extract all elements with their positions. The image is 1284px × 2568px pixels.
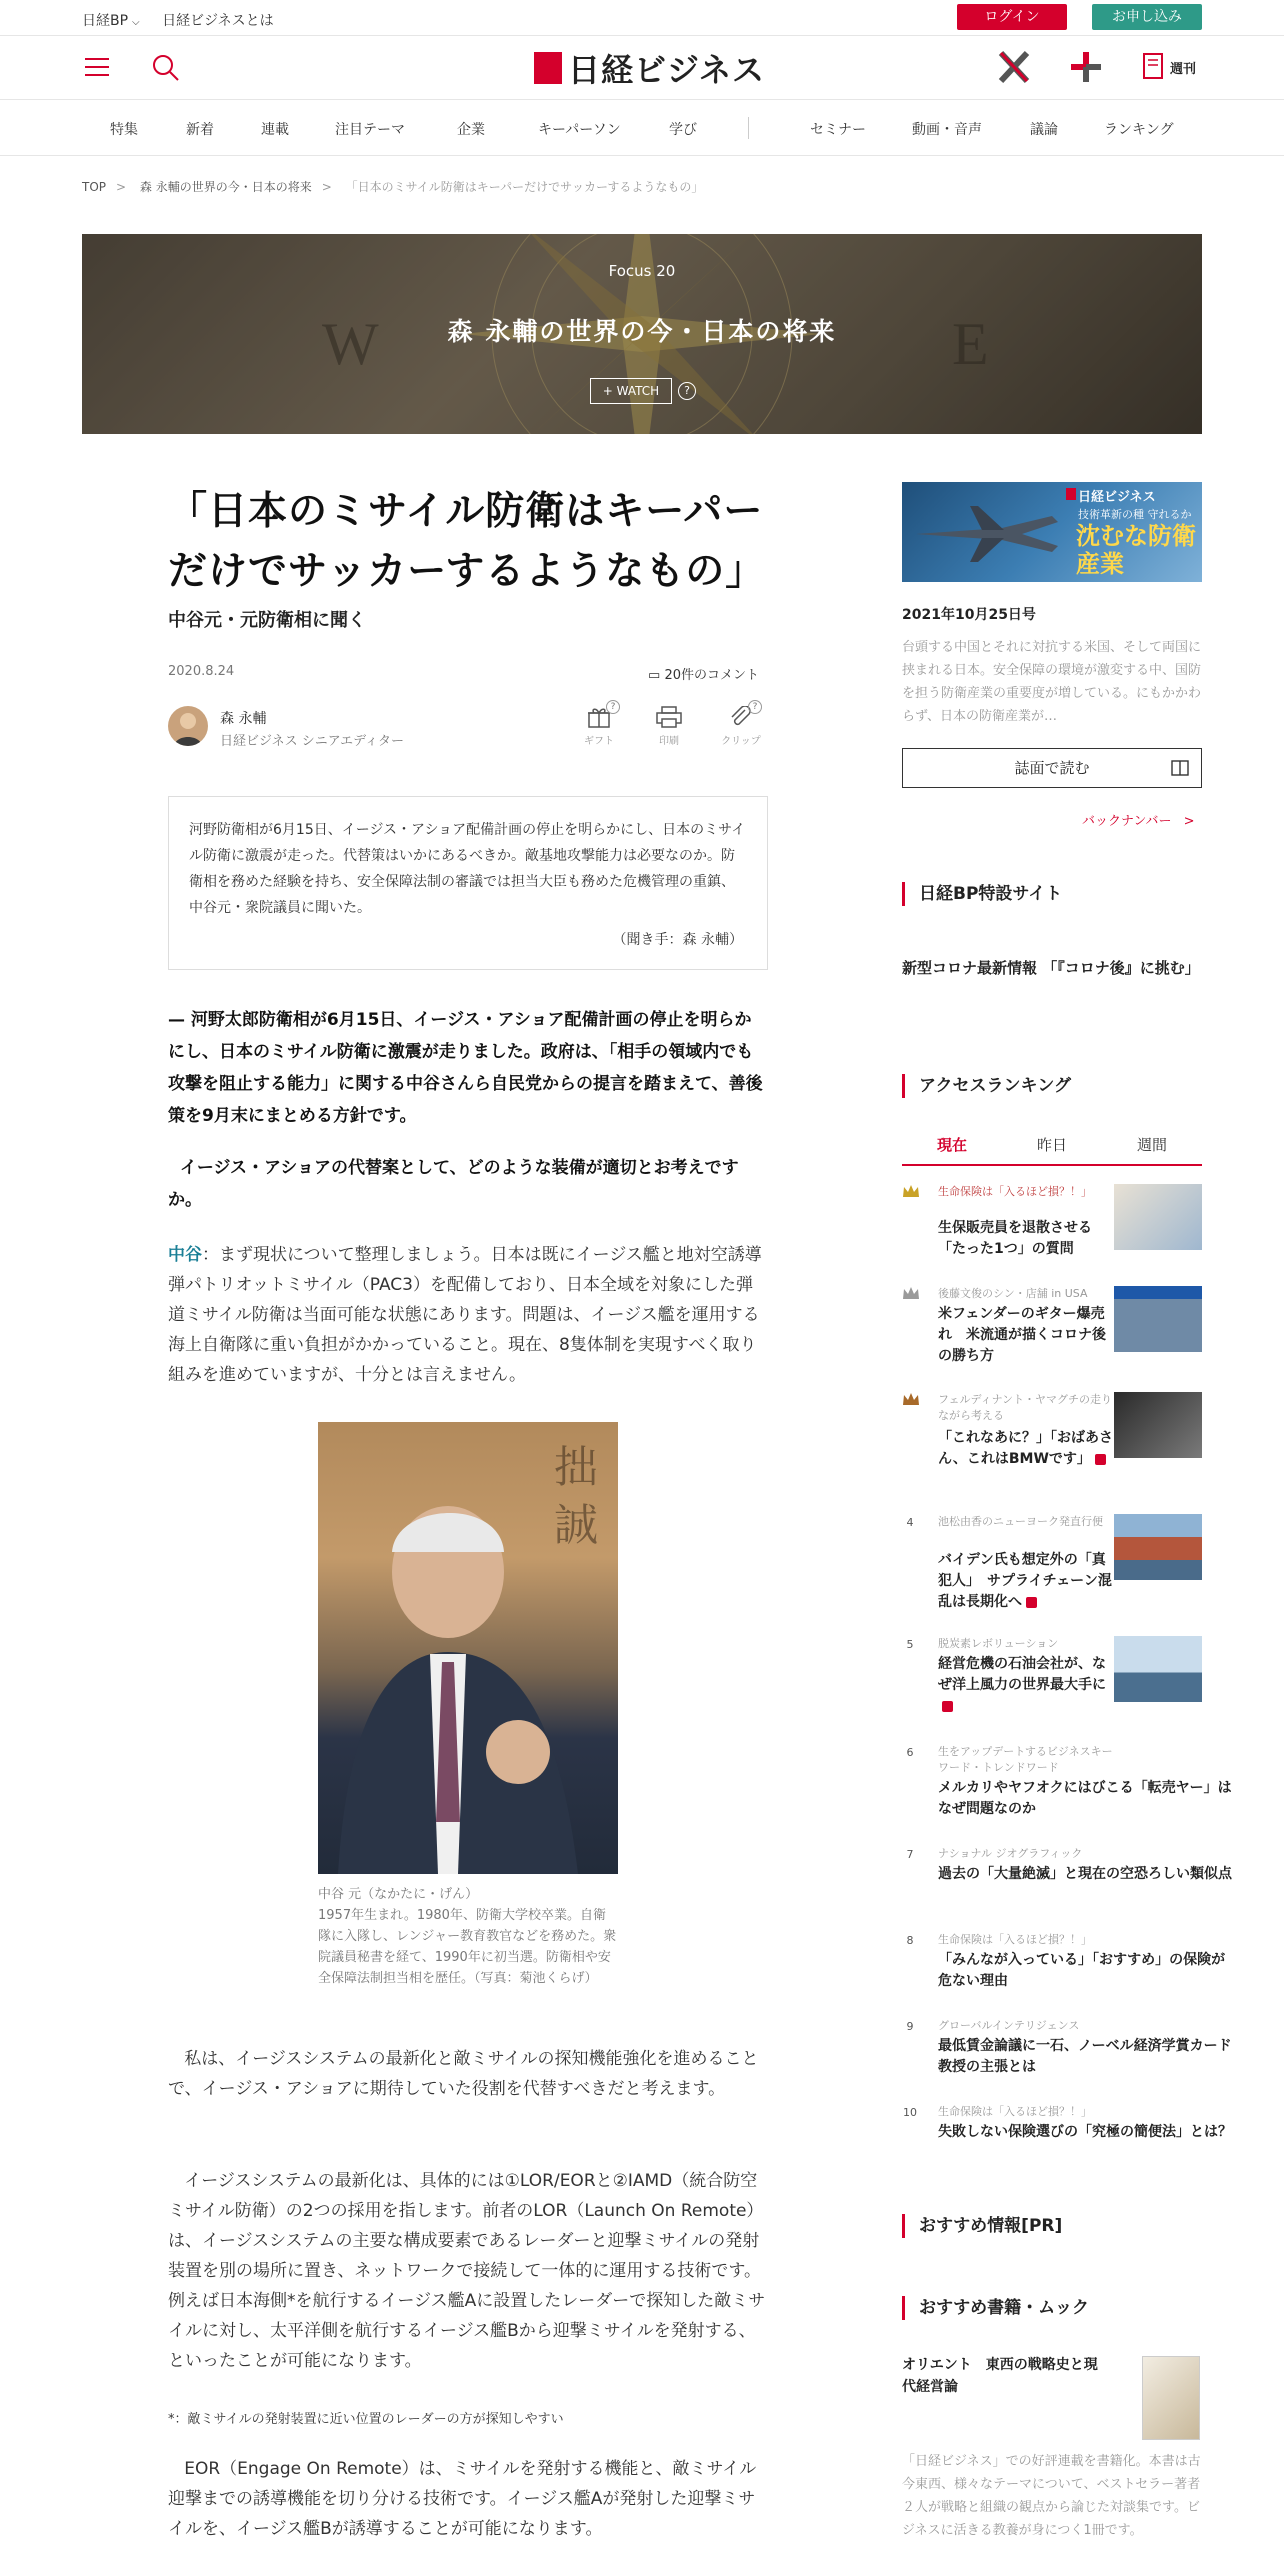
gift-button[interactable]: ギフト ? <box>574 706 624 747</box>
comments-link[interactable]: ▭ 20件のコメント <box>648 668 759 683</box>
main-nav <box>0 100 1284 156</box>
print-button[interactable]: 印刷 <box>644 706 694 747</box>
svg-text:誠: 誠 <box>554 1500 598 1551</box>
photo-caption <box>318 1884 618 1989</box>
corona-link[interactable]: 新型コロナ最新情報 「『コロナ後』に挑む」 <box>902 959 1200 977</box>
nav-item-series[interactable]: 連載 <box>261 122 289 138</box>
lock-icon <box>942 1701 953 1712</box>
answer-1: 中谷：まず現状について整理しましょう。日本は既にイージス艦と地対空誘導弾パトリオットミサイル（PAC3）を配備しており、日本全域を対象にした弾道ミサイル防衛は当面可能な状態にあります。問題は、イージス艦を運用する海上自衛隊に重い負担がかかっていること。現在、8隻体制を実現すべく取り組みを進めていますが、十分とは言えません。 <box>168 1245 762 1385</box>
author-avatar[interactable] <box>168 706 208 746</box>
about-link[interactable]: 日経ビジネスとは <box>162 13 274 29</box>
ranking-item[interactable]: 後藤文俊のシン・店舗 in USA 米フェンダーのギター爆売れ 米流通が描くコロナ後の勝ち方 <box>902 1286 1202 1370</box>
ranking-item[interactable]: 7 ナショナル ジオグラフィック 過去の「大量絶滅」と現在の空恐ろしい類似点 <box>906 1847 1232 1882</box>
gold-crown-icon <box>902 1184 920 1198</box>
chevron-right-icon: > <box>321 180 332 194</box>
magazine-cover[interactable] <box>902 482 1202 582</box>
tab-weekly[interactable]: 週間 <box>1136 1136 1167 1154</box>
svg-text:W: W <box>322 311 379 377</box>
speaker-name: 中谷 <box>168 1245 202 1265</box>
clip-button[interactable]: クリップ ? <box>721 702 761 747</box>
ranking-thumbnail <box>1114 1392 1202 1458</box>
chevron-right-icon: > <box>116 180 127 194</box>
logo-mark-icon <box>1066 488 1076 500</box>
ranking-thumbnail <box>1114 1184 1202 1250</box>
svg-text:拙: 拙 <box>554 1442 598 1493</box>
printer-icon <box>656 706 682 728</box>
plus-small-icon: + <box>602 384 617 398</box>
ranking-item[interactable]: フェルディナント・ヤマグチの走りながら考える 「これなあに？」「おばあさん、これはBMWです」 <box>902 1392 1202 1488</box>
ranking-thumbnail <box>1114 1514 1202 1580</box>
ranking-thumbnail <box>1114 1286 1202 1352</box>
tab-now[interactable]: 現在 <box>936 1136 967 1154</box>
help-icon[interactable]: ? <box>606 700 620 714</box>
author-name[interactable]: 森 永輔 <box>220 711 267 727</box>
bronze-crown-icon <box>902 1392 920 1406</box>
lock-icon <box>1095 1454 1106 1465</box>
special-sites-heading: 日経BP特設サイト <box>902 882 1202 906</box>
breadcrumb-series[interactable]: 森 永輔の世界の今・日本の将来 <box>139 180 312 194</box>
article-title: 「日本のミサイル防衛はキーパーだけでサッカーするようなもの」 <box>168 489 766 594</box>
breadcrumb-current: 「日本のミサイル防衛はキーパーだけでサッカーするようなもの」 <box>345 180 704 194</box>
ranking-item[interactable]: 10 生命保険は「入るほど損？！」 失敗しない保険選びの「究極の簡便法」とは？ <box>903 2105 1232 2140</box>
article-summary <box>168 796 768 970</box>
ranking-tabs <box>902 1128 1202 1166</box>
paragraph: 私は、イージスシステムの最新化と敵ミサイルの探知機能強化を進めることで、イージス・アショアに期待していた役割を代替すべきだと考えます。 <box>168 2049 759 2099</box>
banner-title: 森 永輔の世界の今・日本の将来 <box>447 317 837 346</box>
nav-divider <box>748 117 749 139</box>
chevron-down-icon[interactable]: ⌵ <box>132 17 140 28</box>
book-title[interactable]: オリエント 東西の戦略史と現代経営論 <box>902 2357 1098 2395</box>
nav-item-features[interactable]: 特集 <box>110 122 138 138</box>
ranking-item[interactable]: 4 池松由香のニューヨーク発直行便 バイデン氏も想定外の「真犯人」 サプライチェーン混乱は長期化へ <box>902 1514 1202 1610</box>
weekly-label[interactable]: 週刊 <box>1170 62 1197 77</box>
subscribe-button[interactable]: お申し込み <box>1092 4 1202 30</box>
svg-text:E: E <box>952 311 989 377</box>
help-icon[interactable]: ? <box>678 382 696 400</box>
article-subtitle: 中谷元・元防衛相に聞く <box>168 610 366 631</box>
article-date: 2020.8.24 <box>168 664 235 679</box>
nav-item-ranking[interactable]: ランキング <box>1104 122 1174 138</box>
footnote: *：敵ミサイルの発射装置に近い位置のレーダーの方が探知しやすい <box>168 2412 564 2427</box>
issue-date[interactable]: 2021年10月25日号 <box>902 607 1036 623</box>
nav-item-discussion[interactable]: 議論 <box>1030 122 1058 138</box>
watch-button[interactable]: + WATCH <box>590 378 672 404</box>
book-description: 「日経ビジネス」での好評連載を書籍化。本書は古今東西、様々なテーマについて、ベストセラー著者２人が戦略と組織の観点から論じた対談集です。ビジネスに活きる教養が身につく1冊です。 <box>902 2454 1201 2538</box>
nav-item-seminars[interactable]: セミナー <box>810 122 866 138</box>
help-icon[interactable]: ? <box>748 700 762 714</box>
magazine-brand: 日経ビジネス <box>1078 490 1156 505</box>
nav-item-new[interactable]: 新着 <box>186 122 214 138</box>
tab-yesterday[interactable]: 昨日 <box>1036 1136 1067 1154</box>
breadcrumb-top[interactable]: TOP <box>82 180 107 194</box>
breadcrumb <box>82 178 713 195</box>
comment-icon: ▭ <box>648 668 661 683</box>
recommended-books-heading: おすすめ書籍・ムック <box>902 2296 1202 2320</box>
site-header <box>0 36 1284 100</box>
x-icon[interactable] <box>998 50 1030 88</box>
nav-item-learning[interactable]: 学び <box>669 122 697 138</box>
author-role: 日経ビジネス シニアエディター <box>220 734 405 749</box>
summary-text: 河野防衛相が6月15日、イージス・アショア配備計画の停止を明らかにし、日本のミサイル防衛に激震が走った。代替策はいかにあるべきか。敵基地攻撃能力は必要なのか。防衛相を務めた経験を持ち、安全保障法制の審議では担当大臣も務めた危機管理の重鎮、中谷元・衆院議員に聞いた。 <box>189 822 746 916</box>
ranking-thumbnail <box>1114 1636 1202 1702</box>
ranking-item[interactable]: 5 脱炭素レボリューション 経営危機の石油会社が、なぜ洋上風力の世界最大手に <box>902 1636 1202 1720</box>
question-1: — 河野太郎防衛相が6月15日、イージス・アショア配備計画の停止を明らかにし、日本のミサイル防衛に激震が走りました。政府は、「相手の領域内でも攻撃を阻止する能力」に関する中谷さんら自民党からの提言を踏まえて、善後策を9月末にまとめる方針です。 <box>168 1010 763 1126</box>
backnumber-link[interactable]: バックナンバー > <box>1082 814 1195 829</box>
ranking-item[interactable]: 9 グローバルインテリジェンス 最低賃金論議に一石、ノーベル経済学賞カード教授の主張とは <box>906 2019 1232 2075</box>
recommended-pr-heading: おすすめ情報[PR] <box>902 2214 1202 2238</box>
interviewer: （聞き手：森 永輔） <box>612 932 743 948</box>
access-ranking-heading: アクセスランキング <box>902 1074 1202 1098</box>
nav-item-companies[interactable]: 企業 <box>457 122 485 138</box>
paragraph: イージスシステムの最新化は、具体的には①LOR/EORと②IAMD（統合防空ミサイル防衛）の2つの採用を指します。前者のLOR（Launch On Remote）は、イージスシステムの主要な構成要素であるレーダーと迎撃ミサイルの発射装置を別の場所に置き、ネットワークで接続して一体的に運用する技術です。例えば日本海側*を航行するイージス艦Aに設置したレーダーで探知した敵ミサイルに対し、太平洋側を航行するイージス艦Bから迎撃ミサイルを発射する、といったことが可能になります。 <box>168 2171 766 2371</box>
nav-item-themes[interactable]: 注目テーマ <box>335 122 405 138</box>
ranking-item[interactable]: 8 生命保険は「入るほど損？！」 「みんなが入っている」「おすすめ」の保険が危ない理由 <box>906 1933 1226 1989</box>
read-magazine-button[interactable]: 誌面で読む <box>902 748 1202 788</box>
weekly-magazine-icon[interactable] <box>1142 52 1164 84</box>
silver-crown-icon <box>902 1286 920 1300</box>
book-cover[interactable] <box>1142 2356 1200 2440</box>
chevron-right-icon: > <box>1183 814 1195 829</box>
lock-icon <box>1026 1597 1037 1608</box>
site-logo[interactable]: 日経ビジネス <box>534 48 765 88</box>
book-icon <box>1171 760 1189 776</box>
nav-item-video-audio[interactable]: 動画・音声 <box>912 122 982 138</box>
question-2: イージス・アショアの代替案として、どのような装備が適切とお考えですか。 <box>168 1158 739 1210</box>
ranking-item[interactable]: 6 生をアップデートするビジネスキーワード・トレンドワード メルカリやヤフオクにはびこる「転売ヤー」はなぜ問題なのか <box>906 1745 1232 1817</box>
caption-name: 中谷 元（なかたに・げん） <box>318 1887 479 1902</box>
interviewee-photo <box>318 1422 618 1874</box>
search-icon[interactable] <box>152 54 180 86</box>
paragraph: EOR（Engage On Remote）は、ミサイルを発射する機能と、敵ミサイル迎撃までの誘導機能を切り分ける技術です。イージス艦Aが発射した迎撃ミサイルを、イージス艦Bが誘導することが可能になります。 <box>168 2459 757 2539</box>
nav-item-keypersons[interactable]: キーパーソン <box>538 122 621 138</box>
menu-icon[interactable] <box>84 56 110 82</box>
ranking-item[interactable]: 生命保険は「入るほど損？！」 生保販売員を退散させる「たった1つ」の質問 <box>902 1184 1202 1254</box>
plus-icon[interactable] <box>1068 50 1104 88</box>
utility-bar <box>0 0 1284 36</box>
nikkei-bp-link[interactable]: 日経BP <box>82 13 129 29</box>
fighter-jet-icon <box>912 500 1062 564</box>
magazine-title: 沈むな防衛産業 <box>1076 522 1196 578</box>
series-banner[interactable] <box>82 234 1202 434</box>
login-button[interactable]: ログイン <box>957 4 1067 30</box>
banner-subtitle: Focus 20 <box>608 262 676 280</box>
magazine-subtitle: 技術革新の種 守れるか <box>1078 508 1192 521</box>
logo-mark-icon <box>534 52 562 84</box>
issue-description: 台頭する中国とそれに対抗する米国、そして両国に挟まれる日本。安全保障の環境が激変する中、国防を担う防衛産業の重要度が増している。にもかかわらず、日本の防衛産業が… <box>902 640 1202 724</box>
caption-bio: 1957年生まれ。1980年、防衛大学校卒業。自衛隊に入隊し、レンジャー教育教官などを務めた。衆院議員秘書を経て、1990年に初当選。防衛相や安全保障法制担当相を歴任。（写真：菊池くらげ） <box>318 1908 617 1986</box>
